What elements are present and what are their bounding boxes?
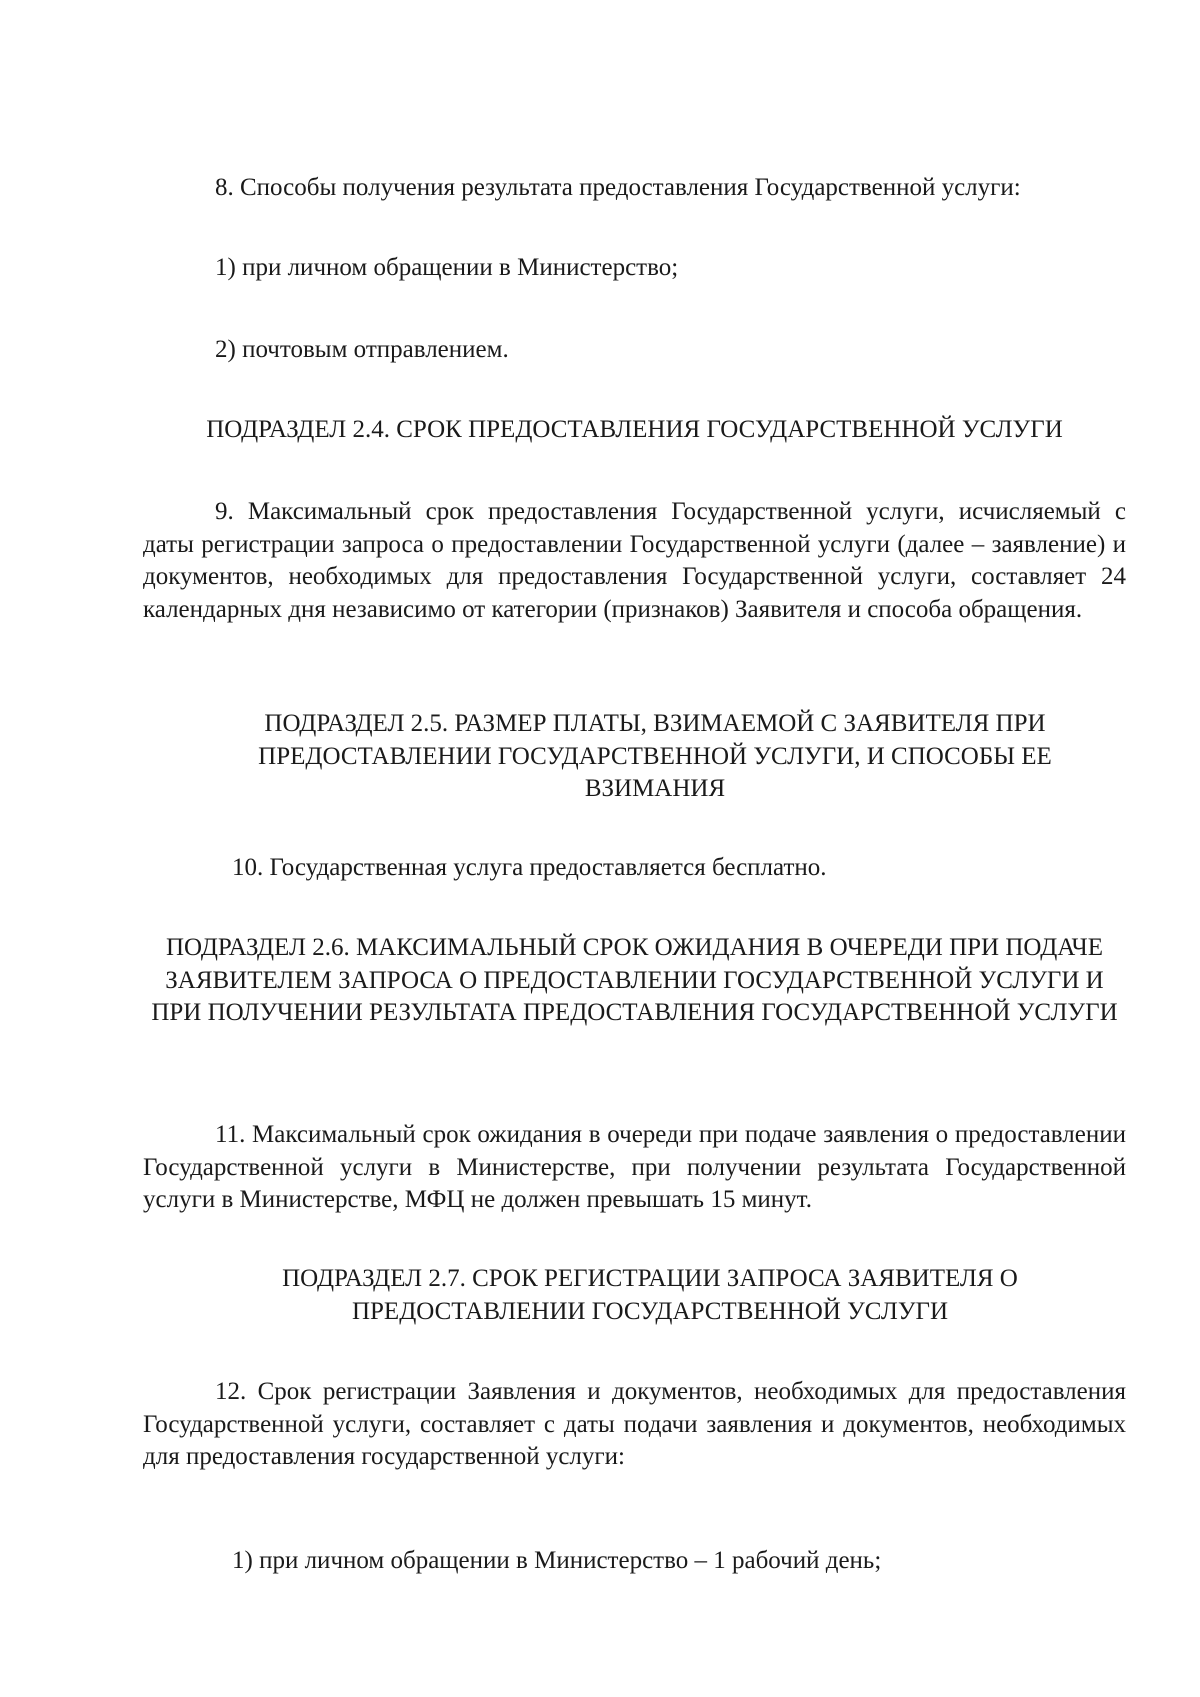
heading-subsection-2-5: ПОДРАЗДЕЛ 2.5. РАЗМЕР ПЛАТЫ, ВЗИМАЕМОЙ С ЗАЯВИТЕЛЯ ПРИ ПРЕДОСТАВЛЕНИИ ГОСУДАРСТВЕННОЙ УСЛУГИ, И СПОСОБЫ ЕЕ ВЗИМАНИЯ <box>258 710 1052 802</box>
item-8-option-1: 1) при личном обращении в Министерство; <box>215 254 679 281</box>
item-11-text: 11. Максимальный срок ожидания в очереди при подаче заявления о предоставлении Государственной услуги в Министерстве, при получении результата Государственной услуги в Министерстве, МФЦ не должен превышать 15 минут. <box>143 1121 1126 1213</box>
heading-subsection-2-4: ПОДРАЗДЕЛ 2.4. СРОК ПРЕДОСТАВЛЕНИЯ ГОСУДАРСТВЕННОЙ УСЛУГИ <box>206 416 1063 443</box>
item-12-text: 12. Срок регистрации Заявления и документов, необходимых для предоставления Государственной услуги, составляет с даты подачи заявления и документов, необходимых для предоставления государственной услуги: <box>143 1378 1126 1470</box>
heading-subsection-2-6: ПОДРАЗДЕЛ 2.6. МАКСИМАЛЬНЫЙ СРОК ОЖИДАНИЯ В ОЧЕРЕДИ ПРИ ПОДАЧЕ ЗАЯВИТЕЛЕМ ЗАПРОСА О ПРЕДОСТАВЛЕНИИ ГОСУДАРСТВЕННОЙ УСЛУГИ И ПРИ ПОЛУЧЕНИИ РЕЗУЛЬТАТА ПРЕДОСТАВЛЕНИЯ ГОСУДАРСТВЕННОЙ УСЛУГИ <box>151 934 1118 1026</box>
heading-subsection-2-7: ПОДРАЗДЕЛ 2.7. СРОК РЕГИСТРАЦИИ ЗАПРОСА ЗАЯВИТЕЛЯ О ПРЕДОСТАВЛЕНИИ ГОСУДАРСТВЕННОЙ УСЛУГИ <box>282 1265 1018 1325</box>
item-8-option-2: 2) почтовым отправлением. <box>215 336 509 363</box>
item-10-text: 10. Государственная услуга предоставляется бесплатно. <box>232 854 827 881</box>
item-12-option-1: 1) при личном обращении в Министерство – 1 рабочий день; <box>232 1547 882 1574</box>
item-8-text: 8. Способы получения результата предоставления Государственной услуги: <box>215 174 1021 201</box>
item-9-text: 9. Максимальный срок предоставления Государственной услуги, исчисляемый с даты регистрации запроса о предоставлении Государственной услуги (далее – заявление) и документов, необходимых для предоставления Государственной услуги, составляет 24 календарных дня независимо от категории (признаков) Заявителя и способа обращения. <box>143 498 1126 623</box>
